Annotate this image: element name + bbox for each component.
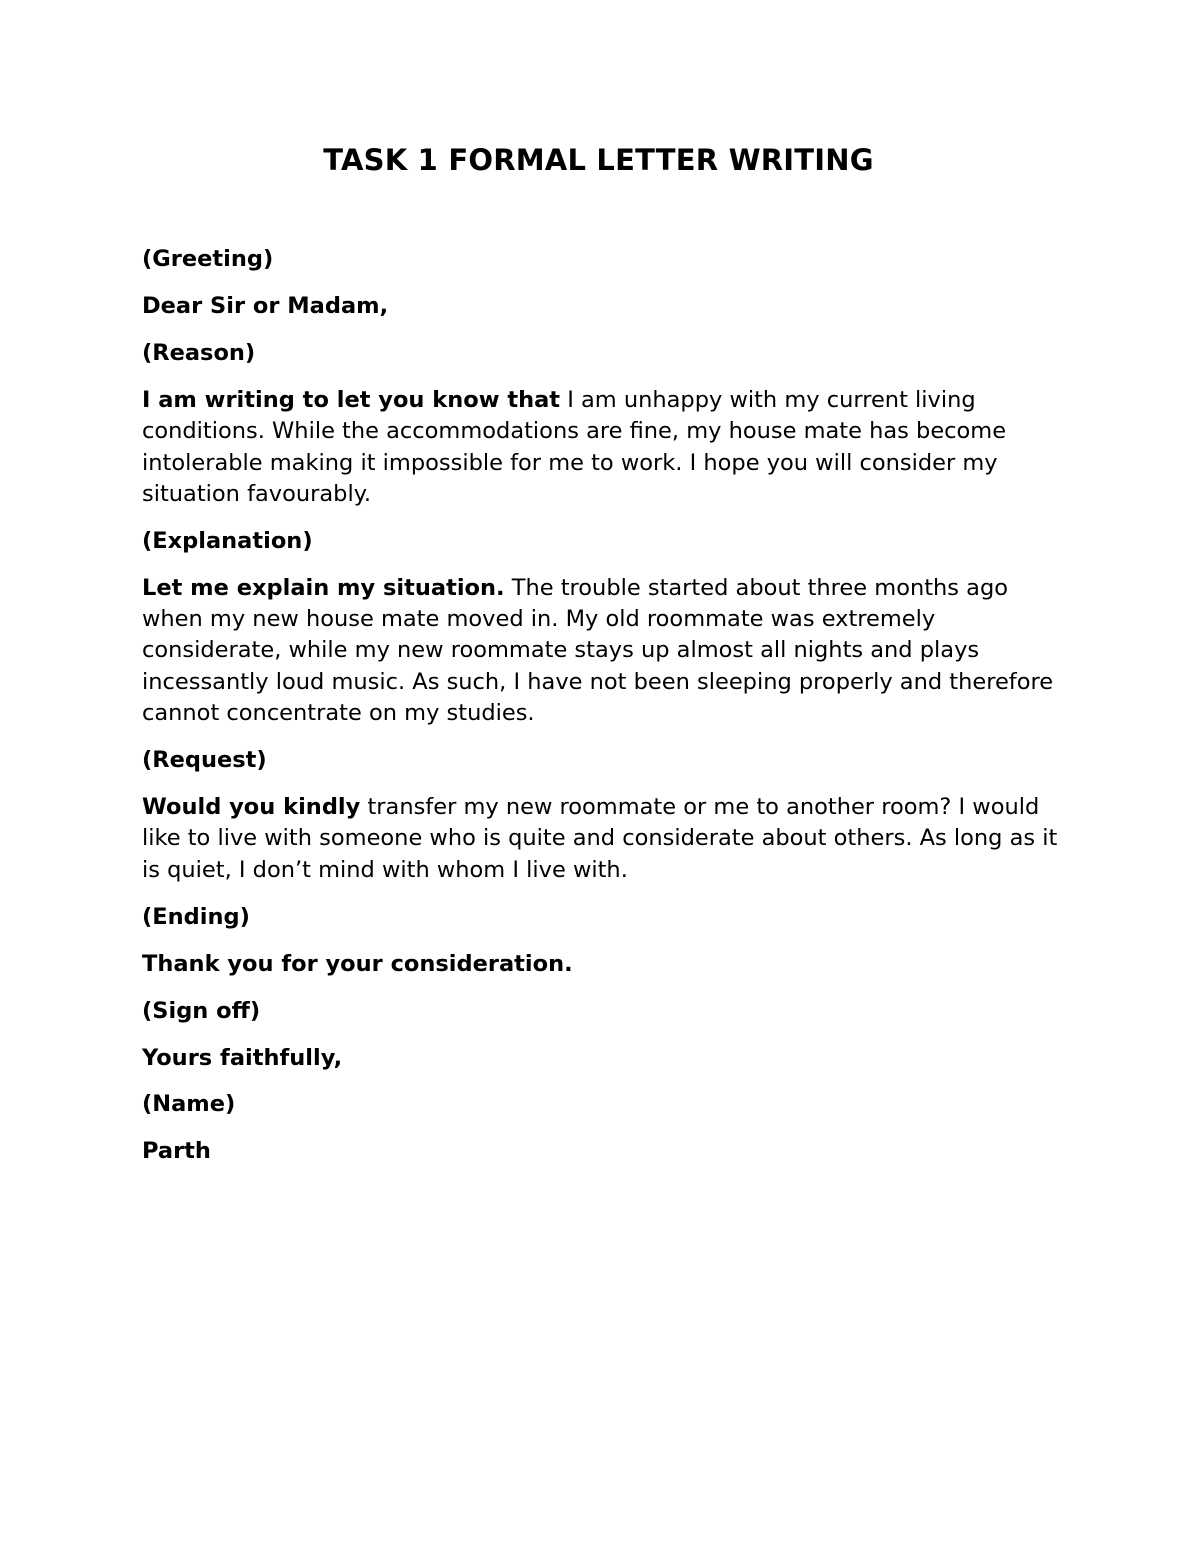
greeting-heading: (Greeting) xyxy=(142,246,274,272)
explanation-paragraph xyxy=(142,573,1072,729)
ending-heading: (Ending) xyxy=(142,903,250,930)
letter-body xyxy=(142,244,1072,1183)
request-paragraph xyxy=(142,792,1072,886)
reason-heading: (Reason) xyxy=(142,339,256,366)
request-body: transfer my new roommate or me to another room? I would like to live with someone who is quite and considerate about others. As long as it is quiet, I don’t mind with whom I live with. xyxy=(142,793,1058,883)
name-text: Parth xyxy=(142,1138,211,1165)
explanation-body: The trouble started about three months ago when my new house mate moved in. My old roommate was extremely considerate, while my new roommate stays up almost all nights and plays incessantly loud music. As such, I have not been sleeping properly and therefore cannot concentrate on my studies. xyxy=(142,574,1054,726)
explanation-lead: Let me explain my situation. xyxy=(142,574,505,601)
greeting-text: Dear Sir or Madam, xyxy=(142,292,389,319)
sign-off-text: Yours faithfully, xyxy=(142,1044,343,1071)
name-heading: (Name) xyxy=(142,1091,236,1118)
sign-off-heading: (Sign off) xyxy=(142,997,261,1024)
reason-paragraph xyxy=(142,385,1072,510)
document-title: TASK 1 FORMAL LETTER WRITING xyxy=(323,143,874,177)
reason-lead: I am writing to let you know that xyxy=(142,386,561,413)
request-heading: (Request) xyxy=(142,746,267,773)
request-lead: Would you kindly xyxy=(142,793,361,820)
ending-text: Thank you for your consideration. xyxy=(142,950,573,977)
reason-body: I am unhappy with my current living conditions. While the accommodations are fine, my house mate has become intolerable making it impossible for me to work. I hope you will consider my situation favourably. xyxy=(142,386,1007,507)
explanation-heading: (Explanation) xyxy=(142,527,313,554)
